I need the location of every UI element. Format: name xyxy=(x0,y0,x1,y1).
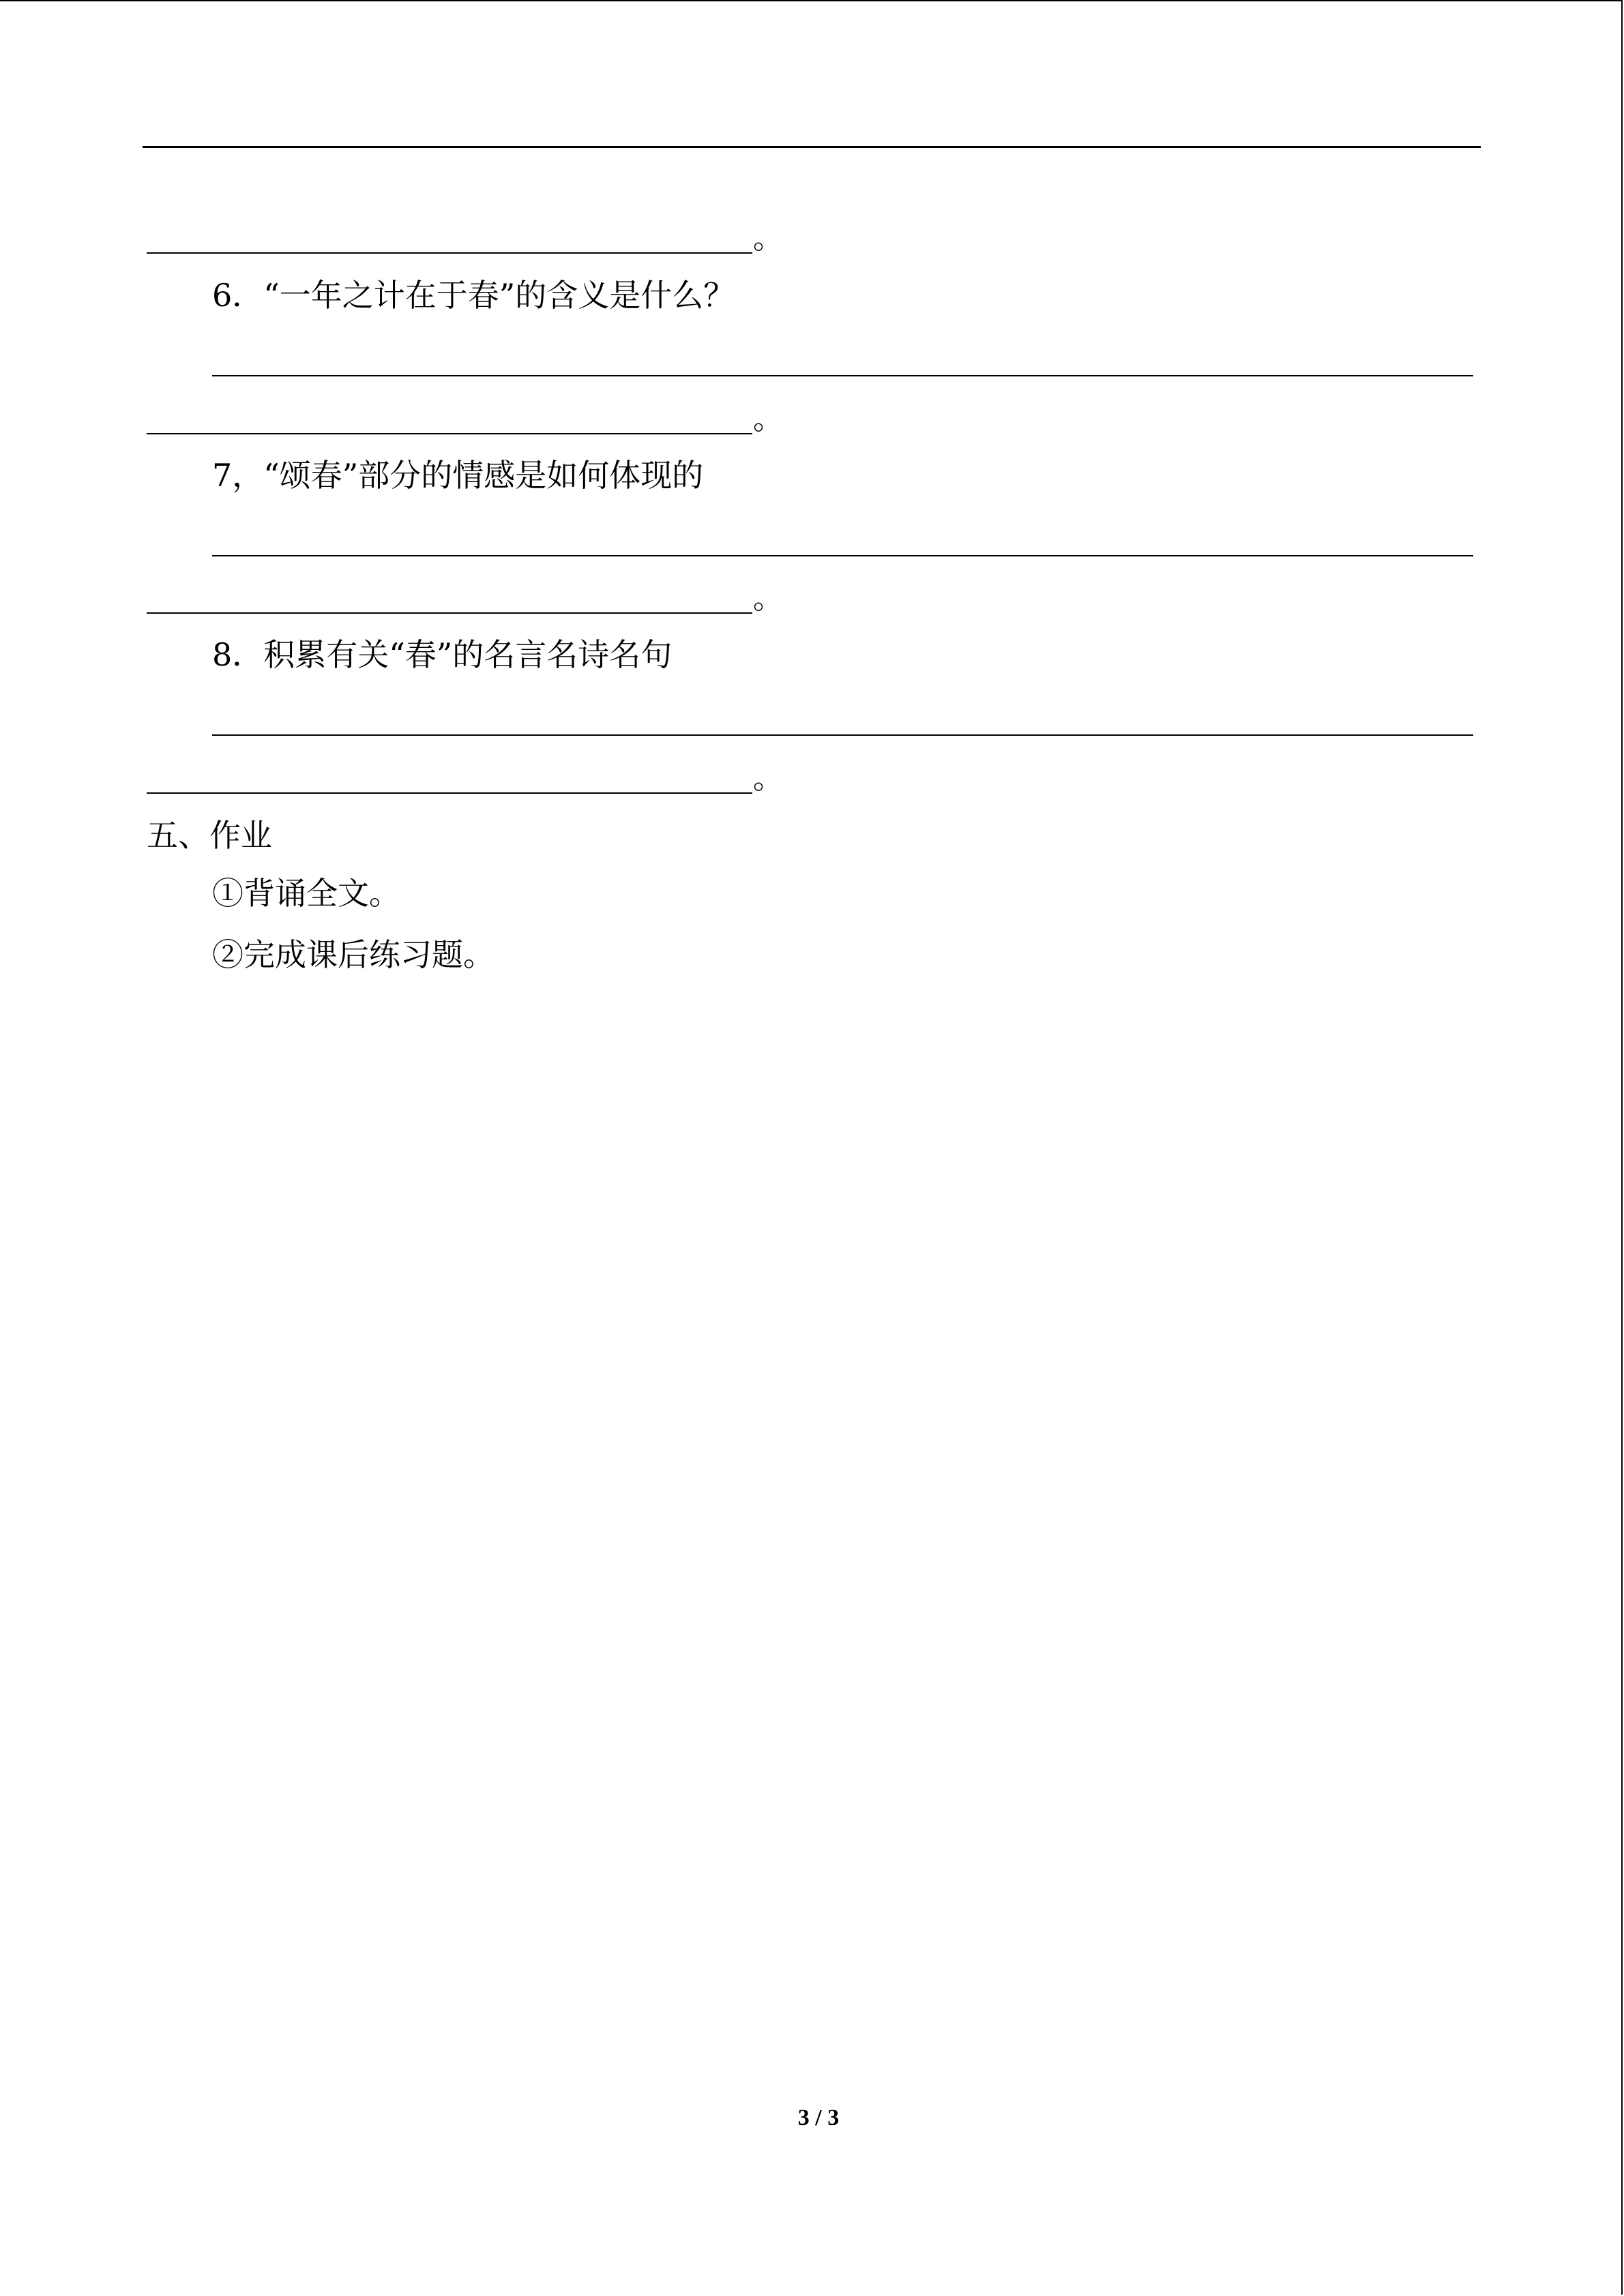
question-8: 8．积累有关“春”的名言名诗名句 xyxy=(212,636,673,673)
page-number: 3 / 3 xyxy=(797,2105,840,2130)
question-7: 7，“颂春”部分的情感是如何体现的 xyxy=(212,457,704,494)
answer-blank-line xyxy=(147,792,752,794)
blank-period: 。 xyxy=(753,761,783,796)
answer-blank-line xyxy=(212,734,1473,736)
answer-blank-line xyxy=(147,433,752,434)
answer-blank-line xyxy=(212,555,1473,556)
blank-period: 。 xyxy=(753,221,783,256)
homework-heading: 五、作业 xyxy=(147,817,272,854)
blank-period: 。 xyxy=(753,581,783,616)
answer-blank-line xyxy=(147,252,752,254)
homework-item-1: ①背诵全文。 xyxy=(212,875,400,912)
question-6: 6．“一年之计在于春”的含义是什么？ xyxy=(212,277,735,314)
homework-item-2: ②完成课后练习题。 xyxy=(212,936,494,973)
answer-blank-line xyxy=(147,612,752,614)
answer-blank-line xyxy=(212,375,1473,376)
header-rule xyxy=(143,146,1481,148)
blank-period: 。 xyxy=(753,402,783,436)
